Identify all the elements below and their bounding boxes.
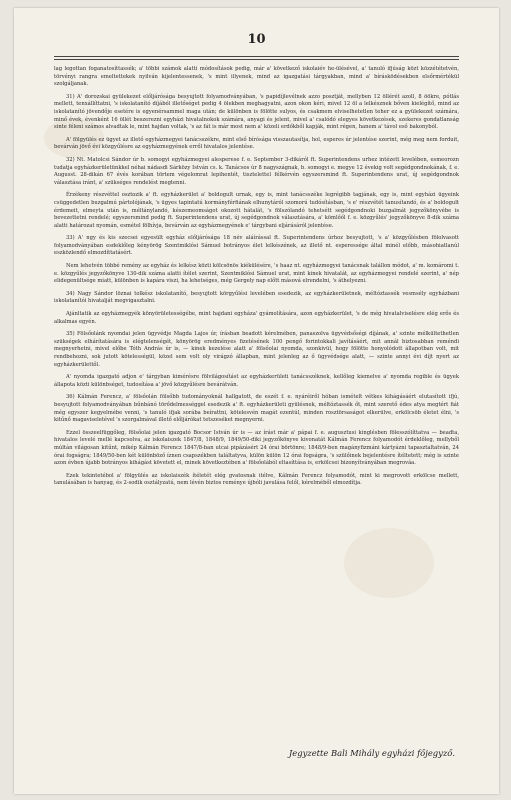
paragraph: 33) A' ngy és kis szecsei egyesült egyház előljárósága 18 név aláírással ft. Superintendens úrhoz besyujtott, 's a' közgyűlésben fölolvasott folyamodványában esdeklőleg kényörög Szentmiklósi Sámuel botrányos élet lelkészének, az illető nt. esperessége által minél előbb, másohiatlanúl eszközlendő elmozdíttatásért. [54,235,459,257]
paragraph: A' nyomda igazgató adjon e' tárgyban kimérésre fölvilágosítást az egyházkerületi tanácsszéknek, kellőleg kiemelve a' nyomda regible és ügyek állapota közti különbséget, tudosítása a' jövő közgyűlésre bevárátván. [54,374,459,388]
paragraph: 35) Fölsőolánk nyomdai jelen ügyvédje Magda Lajos úr, írásban beadott kérelmében, panaszolva ügyvédsőségi díjának, a' szinte mélkültethetlen szükségek elhárítatására is elégtelenségét, könyörög eredményes fizetésének 100 pengő forintokkali javításáért, mit annál biztosabban reméndi megnyerhetni, mivel előbe Tóth András úr is, — kinek kezelése alatt a' fölsőolai nyomda, szonkivül, hogy fölötte honyolódott állapotban volt, mit rendbehozni, sok jutott kötelességül, közel sem volt oly virágzó állapban, mint jelenleg az ő ügyvédsége alatt, — szinte annyi évi díjt nyert az egyházkerülettől. [54,331,459,368]
document-body [54,66,459,493]
paragraph: Ezek tekintetébol a' fölgyülés az iskolaiszék ítéletét elég gvatosnak itélve, Kálmán Ferencz folyamodót, mint ki megrovott erkölcse mellett, tanulásában is hanyag, és 2-sodik osztályzatú, nem lévén biztos reménye újbóli javulása felől, kérelméből elmozdítja. [54,472,459,487]
signature: Jegyzette Bali Mihály egyházi főjegyző. [288,748,455,758]
paragraph: lag legottan foganatosíttassék; a' többi számok alatti módosítások pedig, már a' következő iskolaiév he-ülésével, a' tanuló ifjúság közt közzététetvén, törvényi rangra emeltettekek nyilván kijelentessenek, 's mint illyenek, mind az igazgatási tárgyakban, mind a' bírásködésekben elsőrmértékül szolgáljanak. [54,66,459,88]
page-number: 10 [247,32,266,47]
paragraph: 36) Kálmán Ferencz, a' fölsőolán fölsőbb tudományoknál hallgatott, de eszét f. e. nyáréiről hóban ismételt vétkes kihágásáért elutasított ifjú, besyujtott folyamodványában bűnbánó törődelmességgel esedezik a' ft. egyházkerületi gyülésnek, méltóztassék őt, mint szerető édes atya megtért fiát még egyszer kegyelmébe venni, 's tanuló ifjak sorába beírattni, kötelesvén magát ezentúl, minden rosztörsaságot elkerülve, erkölcsöb életet élni, 's kitűnő magaviseletével 's szorgalmával illető előljárókat tetszeséket megnyerni. [54,394,459,424]
paragraph: Ajánltatik az egyházmegyék könyörületességébe, mint hajdani egyháza' gyámolítására, azon egyházkerület, 's de még hivatalviselésre elég erős és alkalmas egyén. [54,311,459,325]
paragraph: A' fölgyülés ez ügyet az illető egyházmegyei tanácsszékre, mint első bírósága visszautasítja, hol, esperes úr jelentése szerint, még meg nem forduit, bevárván jövő évi közgyűlésre az egyházmegyének erről hivatalos jelentése. [54,136,459,151]
paragraph: Nem lehetvén többé remény az egyház és lelkész közti kölcsönös kiékülésére, 's haaz nt. egyházmegyei tanácsnak talállon módot, a' m. komáromi t. e. közgyűlés jegyzőkönyve 130-dik száma alatti ítélet szerint, Szentmiklósi Sámuel urat, mint kinek hivatalát, az egyházmegyei rendelé szerint, a' nép elidegenültsége miatt, különben is kapára viszi, ha lehetséges, még Gergely nap előtt másová elrendelni, 's áthelyezni. [54,263,459,285]
paragraph: 32) Nt. Matolcsi Sándor úr b. somogyi egyházmegyei alesperese f. e. September 3-dikáról ft. Superintendens urhez intézett levelében, esmeorozn tudatja egyházkerületünkkel néhai nádasdi Sárközy István cs. k. Tanácsos úr 8 nagyszágnak, b. somogyi e. megye 12 évekig volt segédgondnokának, f. e. Augusst. 28-dikán 67 évés korában törtem végelomrat lepihentét, tisztelettel félkérvén egyszersmind ft. Superintendens urat, új segédgondnok választása iránt, a' szükséges rendelést megtenni. [54,156,459,186]
paragraph: Ezzel összeelfüggőleg, fölsőolai jelen igazgató Bocsor István úr is — az írást már a' pápai f. e. augusztusi kinglésben fölesszólíttatva — beadta, hivatalos levelé mellé kapcsolva, az iskolaiszek 1847/8, 1848/9, 1849/50-diki jegyzőkönyve kivonatát Kálmán Ferencz folyamodót érdeklőleg, mellyből múltán világosan kitűnt, mikép Kálmán Ferencz 1847/8-ban utcai pipázásért 24 órai börtönre; 1848/9-ben magányfizmáni kártyázni tapasztaltatván, 24 órai fogságra; 1849/50-ben két különböző íznen csapszékben találtatyva, külön külön 12 órai fogságra, 's szülőinek bejelentésre ítéltetett; még is szinte azon évben újabb botrányos kihágást követett el, minek következtében a' fölsőolából eltasíttása is, erkölcsei bizonyítványában megrováa. [54,429,459,467]
paragraph: Érzékeny részvéttel osztozik a' ft. egyházkerület a' boldogult urnak, egy is, mint tanácsszéke legrégibb tagjának, egy is, mint egyházi ügyeink csüggedetlen buzgalmú pártolójának, 's ügyes tapintatú kormányférfiának elhunytáról szomorú tudósításban, 's e' részvétét tanusítandó, és a' boldogult érdemeit, elmeyta után is, méltánylandó, készemeomságot okozott hátalát, 's fölszólandó tehetsétt segédgondnoki buzgalmát jegyzőkönyvébe is bevezettetni rendelé; egyszersmind pedig ft. Superintendens urat, új segédgondnok választására, a' kömlőől f. e. közgyűlés' jegyzőkönyve 8-dik száma alatti határozat nyomán, esmétel fölhívja, bevárván az egyházmegyének e' tárgybani eljárásáról jelentése. [54,192,459,229]
document-page [14,8,499,794]
paragraph: 31) A' dorozskai gyülekezet előljárósága besyujtott folyamodványában, 's papidíjlevélnek azzo posztját, mellyben 12 öllérét azoll, 8 öökre, pótlás mellett, tenxállíttatni, 's iskolatanító díjából illetőséget pedig 4 ölekben meghagyatni, azon okon kéri, mivel 12 öl a lelkésznek bőven kielégítő, mind az iskolatanító jövendője esetére is egyenérsammel maga után; de különben is fölötte sulyos, és csakmem elviselhetetlen teher ez a gyülekezet számára, minő évek, évenként 16 öllét beszerezni egyházi hivatalnokok számára, anyagi és jelent, mivel a' csalódó elegyes következések, szekeres gondatlanság sinte féleni számos alvadtak le, mint hajdan voltak, 's az fát is már most nem a' közeli erdőkből kapják, mint régen, hanem a' távol eső bakonyból. [54,93,459,131]
paper-stain [344,528,434,598]
paragraph: 34) Nagy Sándor löznai tolkész iskolatanító, besyujtott körgyűlési levelében esedezik, az egyházkerületnek, méltóztassék vesmsély egyházbani iskolatanítói hivatalját megvigasztalni. [54,290,459,305]
header-rule [54,56,459,60]
